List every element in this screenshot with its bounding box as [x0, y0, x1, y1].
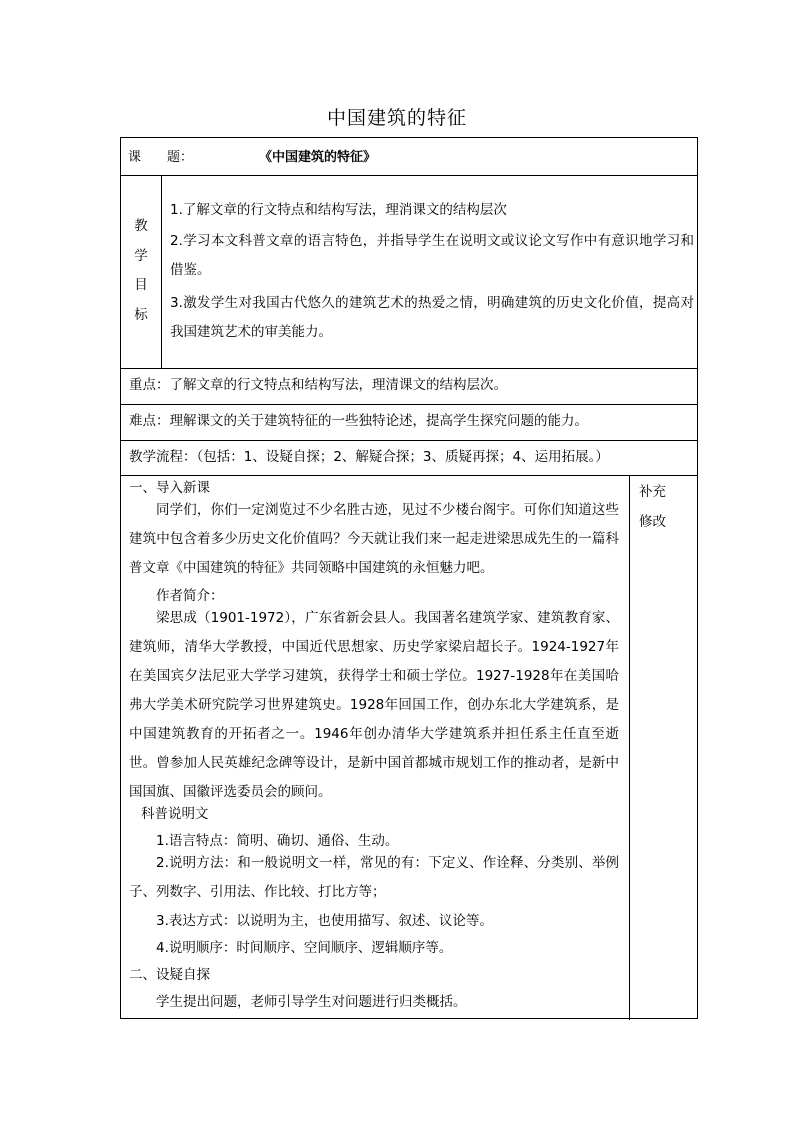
sci-item-1: 1.语言特点：简明、确切、通俗、生动。 [156, 833, 399, 849]
row-divider [121, 440, 697, 441]
author-paragraph: 梁思成（1901-1972），广东省新会县人。我国著名建筑学家、建筑教育家、建筑师，清华大学教授，中国近代思想家、历史学家梁启超长子。1924-1927年在美国宾夕法尼亚大学学习建筑，获得学士和硕士学位。1927-1928年在美国哈弗大学美术研究院学习世界建筑史。1928年回国工作，创办东北大学建筑系，是中国建筑教育的开拓者之一。1946年创办清华大学建筑系并担任系主任直至逝世。曾参加人民英雄纪念碑等设计，是新中国首都城市规划工作的推动者，是新中国国旗、国徽评选委员会的顾问。 [129, 610, 619, 800]
topic-label: 课 题： [128, 150, 194, 165]
lesson-plan-table [120, 137, 698, 1019]
column-divider [161, 175, 162, 368]
section2-text: 学生提出问题，老师引导学生对问题进行归类概括。 [156, 994, 467, 1010]
row-divider [121, 175, 697, 176]
sci-heading: 科普说明文 [141, 806, 209, 822]
difficulty: 难点：理解课文的关于建筑特征的一些独特论述，提高学生探究问题的能力。 [129, 413, 588, 429]
sci-item-4: 4.说明顺序：时间顺序、空间顺序、逻辑顺序等。 [156, 940, 453, 956]
goal-item-1: 1.了解文章的行文特点和结构写法，理消课文的结构层次 [170, 202, 507, 218]
goal-item-3: 3.激发学生对我国古代悠久的建筑艺术的热爱之情，明确建筑的历史文化价值，提高对我国建筑艺术的审美能力。 [170, 295, 694, 340]
document-title: 中国建筑的特征 [326, 107, 467, 129]
goals-label: 教 学 目 标 [134, 218, 148, 323]
topic-value: 《中国建筑的特征》 [259, 150, 377, 165]
row-divider [121, 404, 697, 405]
row-divider [121, 475, 697, 476]
row-divider [121, 368, 697, 369]
side-note-revise: 修改 [639, 514, 666, 530]
side-note-supplement: 补充 [639, 484, 666, 500]
section2-heading: 二、设疑自探 [129, 967, 210, 983]
column-divider [629, 475, 630, 1020]
section1-heading: 一、导入新课 [129, 480, 210, 496]
sci-item-3: 3.表达方式：以说明为主，也使用描写、叙述、议论等。 [156, 913, 493, 929]
teaching-flow: 教学流程：（包括：1、设疑自探；2、解疑合探；3、质疑再探；4、运用拓展。） [129, 449, 609, 465]
intro-paragraph: 同学们，你们一定浏览过不少名胜古迹，见过不少楼台阁宇。可你们知道这些建筑中包含着多少历史文化价值吗？今天就让我们来一起走进梁思成先生的一篇科普文章《中国建筑的特征》共同领略中国建筑的永恒魅力吧。 [129, 502, 619, 576]
goal-item-2: 2.学习本文科普文章的语言特色，并指导学生在说明文或议论文写作中有意识地学习和借鉴。 [170, 233, 694, 278]
sci-item-2: 2.说明方法：和一般说明文一样，常见的有：下定义、作诠释、分类别、举例子、列数字、引用法、作比较、打比方等； [129, 855, 619, 900]
author-heading: 作者简介： [156, 588, 224, 604]
key-point: 重点：了解文章的行文特点和结构写法，理清课文的结构层次。 [129, 377, 507, 393]
